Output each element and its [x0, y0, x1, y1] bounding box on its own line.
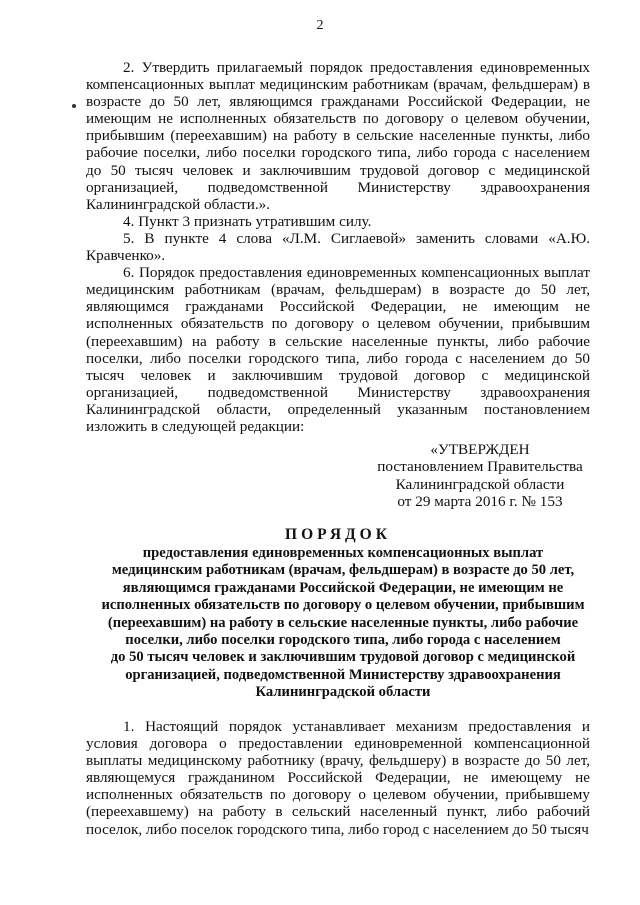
approval-stamp	[330, 441, 630, 511]
paragraph-2: 2. Утвердить прилагаемый порядок предоставления единовременных компенсационных выплат медицинским работникам (врачам, фельдшерам) в возрасте до 50 лет, являющимся гражданами Российской Федерации, не имеющим не исполненных обязательств по договору о целевом обучении, прибывшим (переехавшим) на работу в сельские населенные пункты, либо рабочие поселки, либо поселки городского типа, либо города с населением до 50 тысяч человек и заключившим трудовой договор с медицинской организацией, подведомственной Министерству здравоохранения Калининградской области.».	[86, 59, 590, 213]
subtitle-line: Калининградской области	[255, 684, 431, 701]
subtitle-line: предоставления единовременных компенсационных выплат	[142, 545, 544, 561]
paragraph-block-top	[86, 59, 590, 435]
subtitle-line: (переехавшим) на работу в сельские населенные пункты, либо рабочие	[107, 614, 579, 631]
subtitle-line: исполненных обязательств по договору о целевом обучении, прибывшим	[101, 597, 585, 614]
paragraph-5: 5. В пункте 4 слова «Л.М. Сиглаевой» заменить словами «А.Ю. Кравченко».	[86, 229, 590, 265]
paragraph-order-1: 1. Настоящий порядок устанавливает механизм предоставления и условия договора о предоставлении единовременной компенсационной выплаты медицинскому работнику (врачу, фельдшеру) в возрасте до 50 лет, являющемуся гражданином Российской Федерации, не имеющему не исполненных обязательств по договору о целевом обучении, прибывшему (переехавшему) на работу в сельский населенный пункт, либо рабочий поселок, либо поселок городского типа, либо город с населением до 50 тысяч	[86, 718, 590, 838]
subtitle-line: поселки, либо поселки городского типа, либо города с населением	[125, 632, 561, 649]
approval-line-2: постановлением Правительства	[377, 458, 583, 476]
document-subtitle	[96, 545, 590, 702]
subtitle-line: до 50 тысяч человек и заключившим трудовой договор с медицинской	[110, 649, 576, 666]
paragraph-block-bottom	[86, 718, 590, 838]
paragraph-6: 6. Порядок предоставления единовременных компенсационных выплат медицинским работникам (врачам, фельдшерам) в возрасте до 50 лет, являющимся гражданами Российской Федерации, не имеющим не исполненных обязательств по договору о целевом обучении, прибывшим (переехавшим) на работу в сельские населенные пункты, либо рабочие поселки, либо поселки городского типа, либо города с населением до 50 тысяч человек и заключившим трудовой договор с медицинской организацией, подведомственной Министерству здравоохранения Калининградской области, определенный указанным постановлением изложить в следующей редакции:	[86, 264, 590, 435]
page-number: 2	[316, 18, 324, 33]
subtitle-line: являющимся гражданами Российской Федерации, не имеющим не	[122, 579, 564, 596]
approval-line-3: Калининградской области	[395, 475, 565, 493]
approval-line-1: «УТВЕРЖДЕН	[430, 441, 530, 458]
subtitle-line: медицинским работникам (врачам, фельдшерам) в возрасте до 50 лет,	[111, 562, 575, 579]
approval-line-4: от 29 марта 2016 г. № 153	[397, 493, 563, 511]
paragraph-4: 4. Пункт 3 признать утратившим силу.	[123, 212, 372, 230]
document-title: ПОРЯДОК	[285, 526, 391, 543]
margin-mark	[72, 104, 76, 108]
subtitle-line: организацией, подведомственной Министерству здравоохранения	[125, 666, 561, 683]
